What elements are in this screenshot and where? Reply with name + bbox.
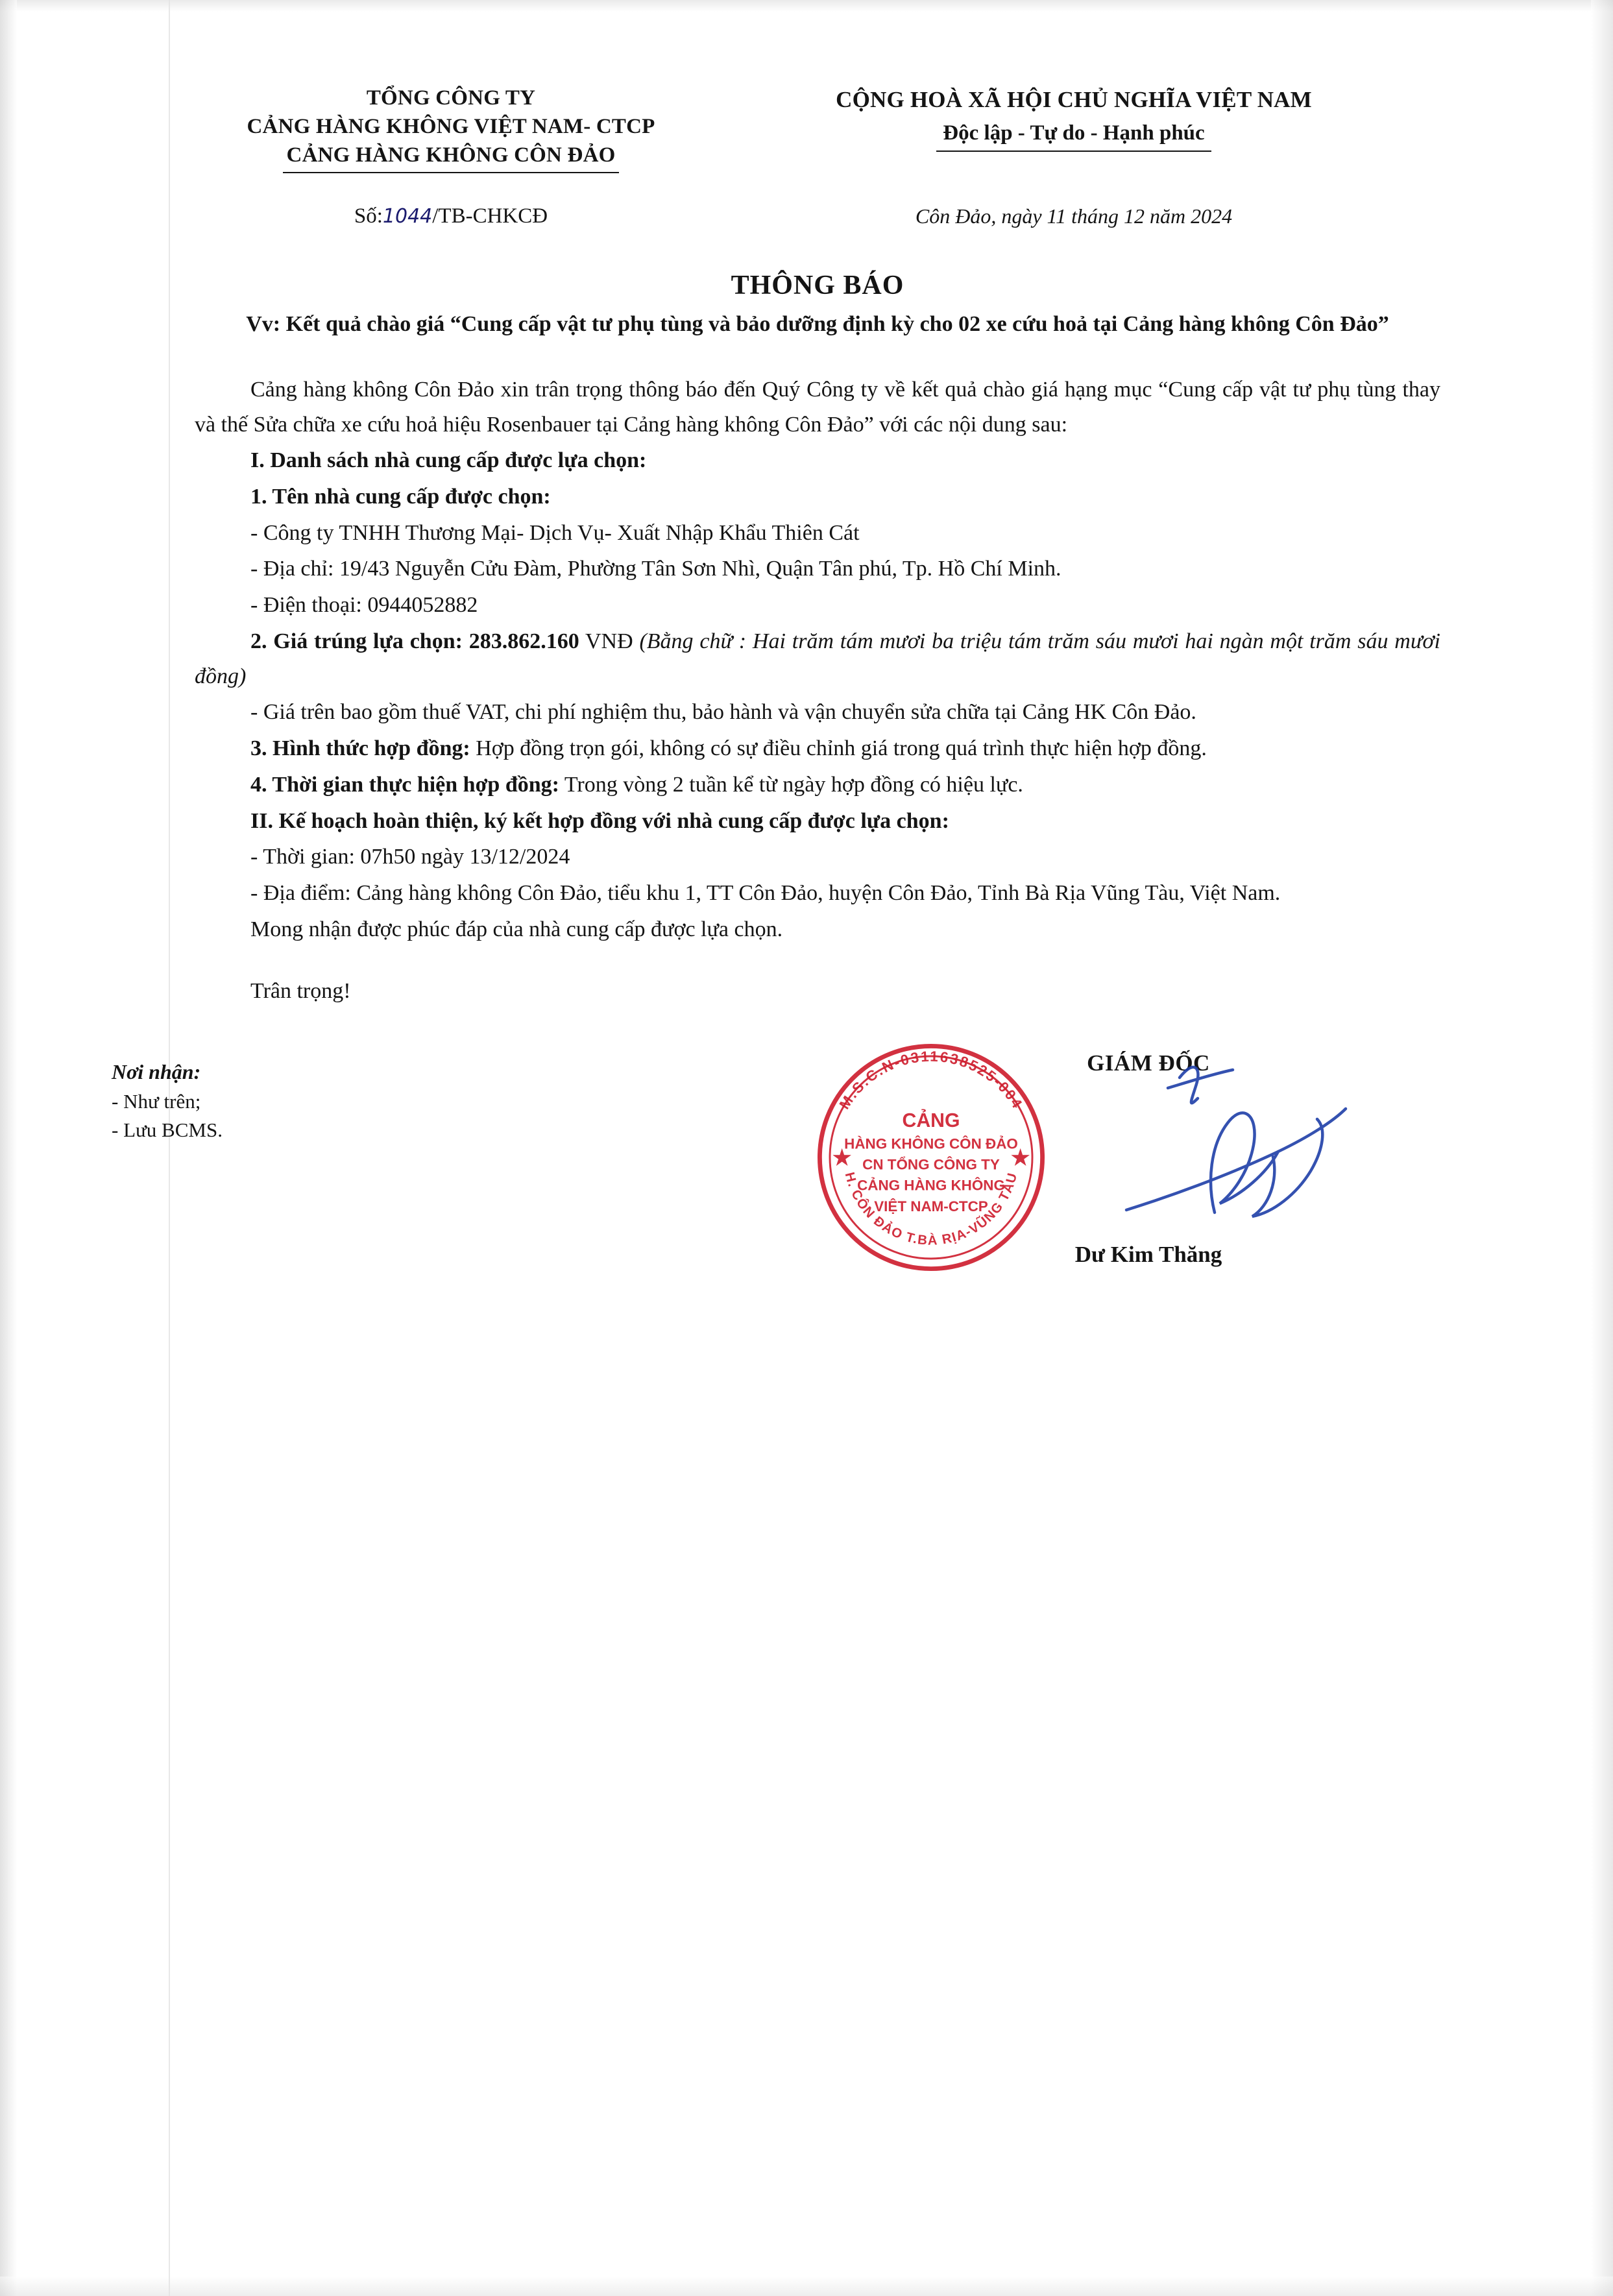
supplier-phone: - Điện thoại: 0944052882 xyxy=(250,593,478,618)
signature-block xyxy=(921,1050,1376,1268)
recipient-item: - Như trên; xyxy=(112,1089,201,1113)
title-block xyxy=(195,270,1440,340)
item-2-heading: 2. Giá trúng lựa chọn: xyxy=(250,629,463,653)
regards: Trân trọng! xyxy=(250,979,351,1004)
org-line-3: CẢNG HÀNG KHÔNG CÔN ĐẢO xyxy=(283,141,620,173)
document-subtitle: Vv: Kết quả chào giá “Cung cấp vật tư phụ tùng và bảo dưỡng định kỳ cho 02 xe cứu hoả tại Cảng hàng không Côn Đảo” xyxy=(246,311,1389,336)
recipients-block xyxy=(112,1057,223,1145)
page-fold-line xyxy=(169,0,170,2296)
contract-type-line xyxy=(195,731,1440,766)
svg-text:★: ★ xyxy=(1010,1146,1030,1170)
scan-edge-right xyxy=(1591,0,1613,2296)
contract-duration-line xyxy=(195,767,1440,803)
svg-text:CẢNG: CẢNG xyxy=(902,1110,960,1132)
national-heading xyxy=(707,84,1440,152)
svg-text:M.S.C.N-0311638525-004: M.S.C.N-0311638525-004 xyxy=(836,1048,1026,1113)
winning-price-currency: VNĐ xyxy=(585,629,633,653)
svg-text:HÀNG KHÔNG CÔN ĐẢO: HÀNG KHÔNG CÔN ĐẢO xyxy=(844,1135,1018,1152)
so-handwritten-number: 1044 xyxy=(382,204,433,228)
signing-time: - Thời gian: 07h50 ngày 13/12/2024 xyxy=(250,845,570,869)
so-suffix: /TB-CHKCĐ xyxy=(432,204,548,228)
item-1-heading: 1. Tên nhà cung cấp được chọn: xyxy=(250,485,551,509)
signer-title: GIÁM ĐỐC xyxy=(1087,1050,1210,1076)
scan-edge-top xyxy=(0,0,1613,12)
item-3-heading: 3. Hình thức hợp đồng: xyxy=(250,736,470,761)
nation-line-2: Độc lập - Tự do - Hạnh phúc xyxy=(936,117,1211,152)
nation-line-1: CỘNG HOÀ XÃ HỘI CHỦ NGHĨA VIỆT NAM xyxy=(836,87,1312,112)
recipient-item: - Lưu BCMS. xyxy=(112,1118,223,1142)
closing-request: Mong nhận được phúc đáp của nhà cung cấp được lựa chọn. xyxy=(250,917,783,941)
scan-edge-bottom xyxy=(0,2277,1613,2296)
document-footer xyxy=(112,1048,1440,1336)
scan-edge-left xyxy=(0,0,17,2296)
signer-name: Dư Kim Thăng xyxy=(1074,1242,1222,1268)
svg-text:H. CÔN ĐẢO T.BÀ RỊA-VŨNG TÀU: H. CÔN ĐẢO T.BÀ RỊA-VŨNG TÀU xyxy=(842,1170,1021,1248)
supplier-company-name: - Công ty TNHH Thương Mại- Dịch Vụ- Xuất Nhập Khẩu Thiên Cát xyxy=(250,520,860,545)
document-header xyxy=(195,84,1440,173)
winning-price-line xyxy=(195,624,1440,694)
svg-text:CN TỔNG CÔNG TY: CN TỔNG CÔNG TY xyxy=(862,1156,1000,1173)
svg-text:★: ★ xyxy=(832,1146,852,1170)
svg-text:CẢNG HÀNG KHÔNG: CẢNG HÀNG KHÔNG xyxy=(857,1177,1005,1194)
document-number xyxy=(195,204,707,228)
winning-price-in-words: (Bằng chữ : Hai trăm tám mươi ba triệu tám trăm sáu mươi hai ngàn một trăm sáu mươi đồng) xyxy=(195,629,1440,688)
org-line-2: CẢNG HÀNG KHÔNG VIỆT NAM- CTCP xyxy=(247,114,655,138)
place-and-date: Côn Đảo, ngày 11 tháng 12 năm 2024 xyxy=(915,204,1233,228)
supplier-address: - Địa chỉ: 19/43 Nguyễn Cửu Đàm, Phường Tân Sơn Nhì, Quận Tân phú, Tp. Hồ Chí Minh. xyxy=(250,557,1061,581)
item-4-heading: 4. Thời gian thực hiện hợp đồng: xyxy=(250,772,559,797)
section-1-heading: I. Danh sách nhà cung cấp được lựa chọn: xyxy=(250,448,647,473)
document-content xyxy=(112,84,1440,1336)
page-title: THÔNG BÁO xyxy=(731,270,904,300)
svg-text:VIỆT NAM-CTCP: VIỆT NAM-CTCP xyxy=(874,1198,988,1214)
intro-paragraph: Cảng hàng không Côn Đảo xin trân trọng thông báo đến Quý Công ty về kết quả chào giá hạng mục “Cung cấp vật tư phụ tùng thay và thế Sửa chữa xe cứu hoả hiệu Rosenbauer tại Cảng hàng không Côn Đảo” với các nội dung sau: xyxy=(195,377,1440,437)
document-body xyxy=(195,372,1440,1009)
winning-price-amount: 283.862.160 xyxy=(468,629,579,653)
org-line-1: TỔNG CÔNG TY xyxy=(366,86,536,110)
item-4-text: Trong vòng 2 tuần kể từ ngày hợp đồng có hiệu lực. xyxy=(564,772,1023,797)
so-label: Số: xyxy=(354,204,383,228)
document-number-row xyxy=(195,204,1440,228)
recipients-title: Nơi nhận: xyxy=(112,1060,201,1084)
signing-place: - Địa điểm: Cảng hàng không Côn Đảo, tiểu khu 1, TT Côn Đảo, huyện Côn Đảo, Tỉnh Bà Rịa Vũng Tàu, Việt Nam. xyxy=(250,880,1281,905)
price-note: - Giá trên bao gồm thuế VAT, chi phí nghiệm thu, bảo hành và vận chuyển sửa chữa tại Cảng HK Côn Đảo. xyxy=(250,700,1196,725)
section-2-heading: II. Kế hoạch hoàn thiện, ký kết hợp đồng với nhà cung cấp được lựa chọn: xyxy=(250,808,949,833)
item-3-text: Hợp đồng trọn gói, không có sự điều chỉnh giá trong quá trình thực hiện hợp đồng. xyxy=(476,736,1207,761)
issuing-organization xyxy=(195,84,707,173)
